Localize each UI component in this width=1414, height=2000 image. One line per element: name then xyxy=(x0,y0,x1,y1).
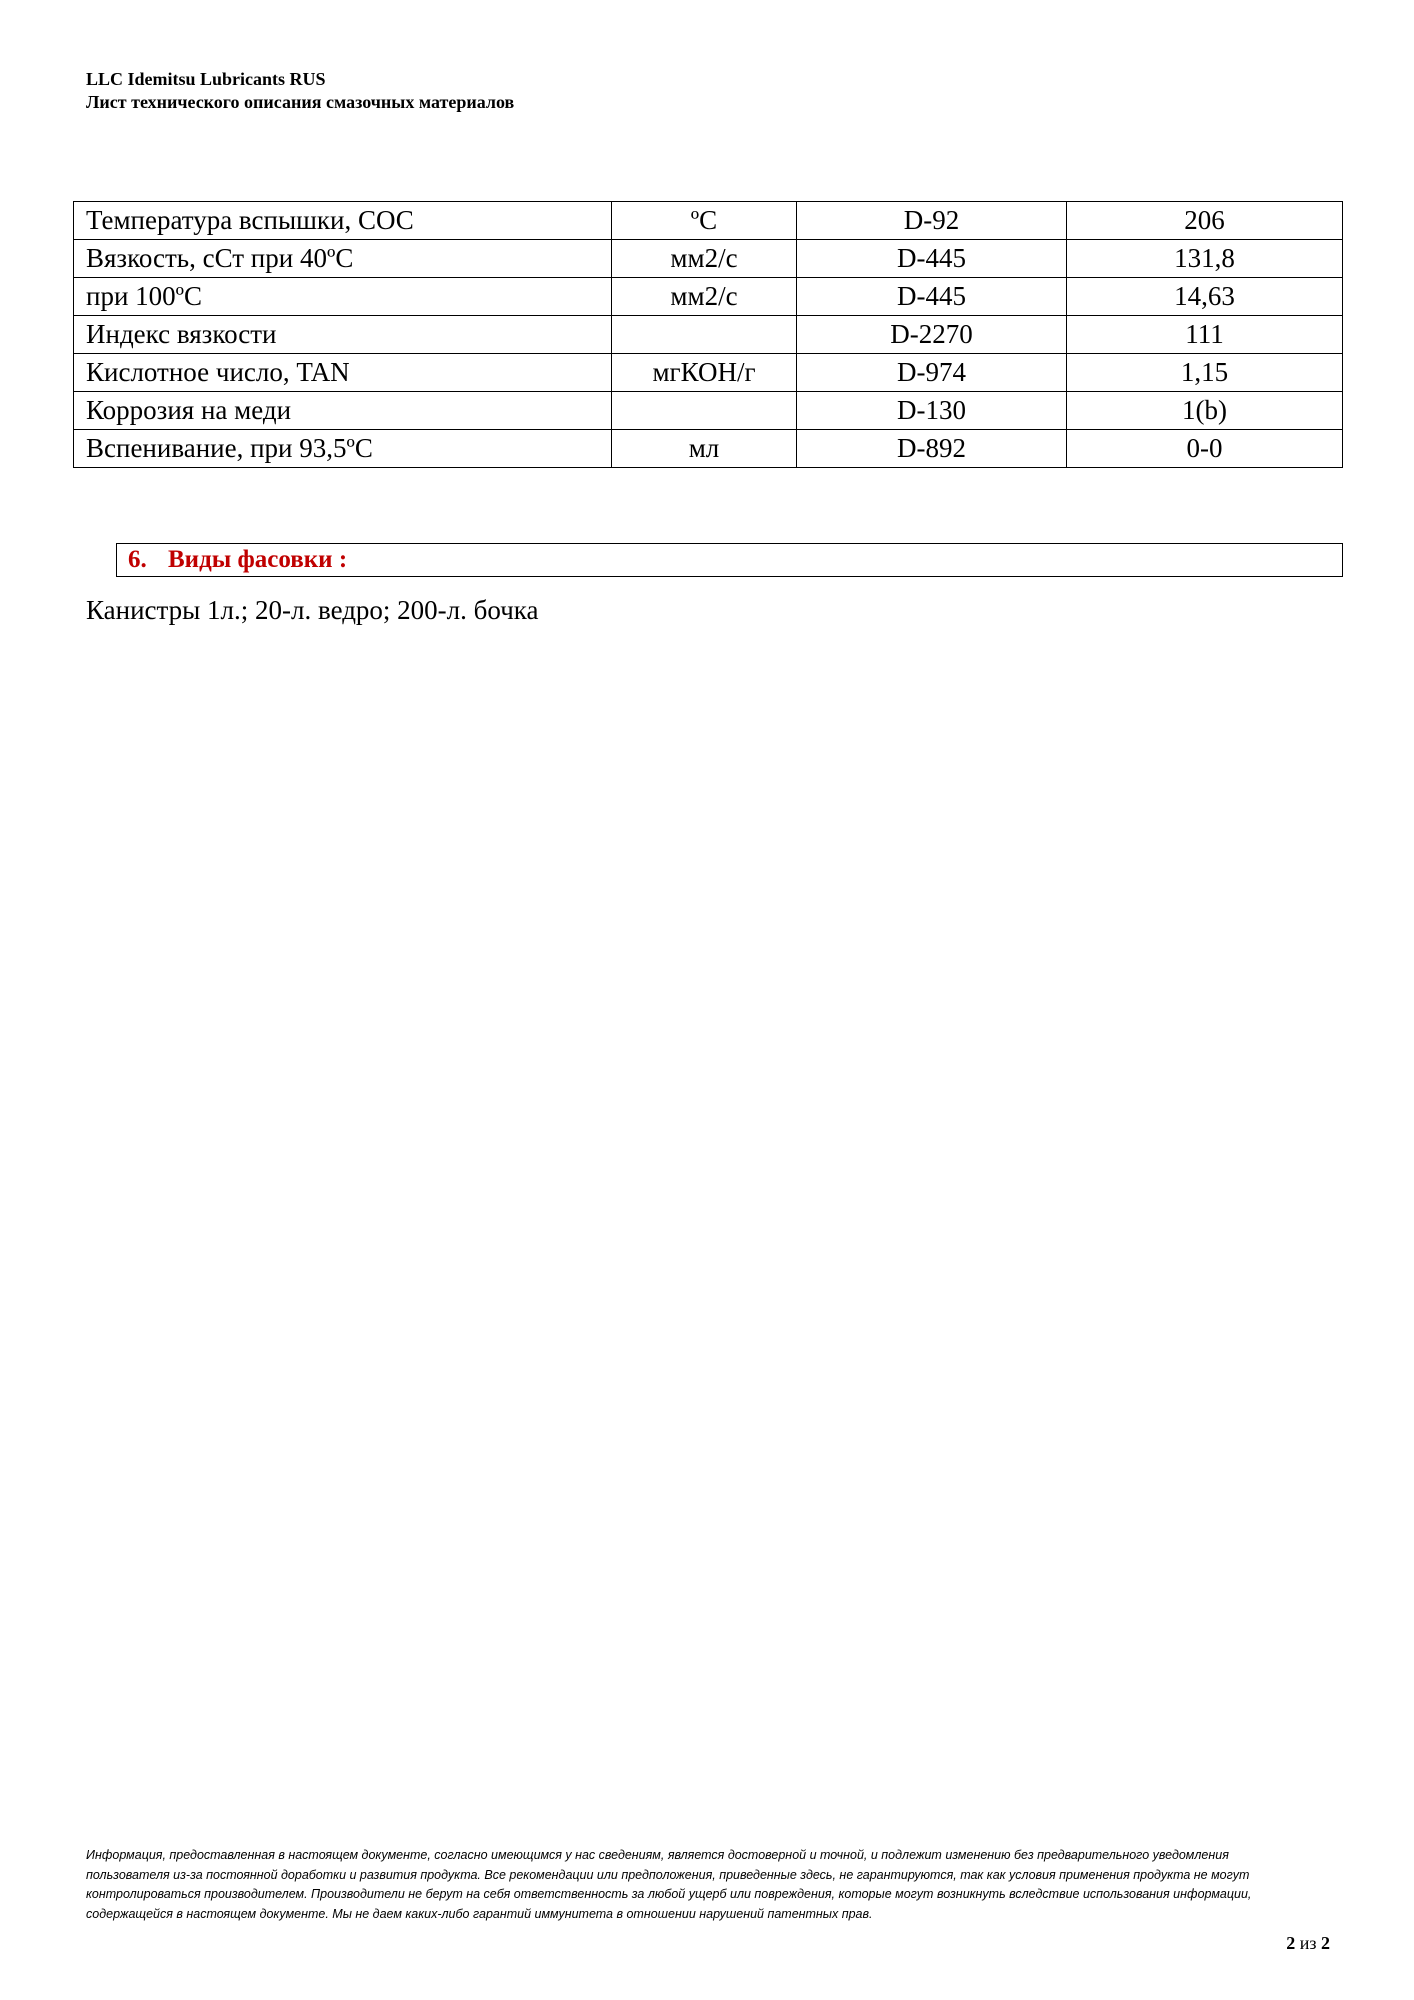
disclaimer-line: содержащейся в настоящем документе. Мы не даем каких-либо гарантий иммунитета в отношении нарушений патентных прав. xyxy=(86,1906,873,1921)
table-row xyxy=(74,354,1343,392)
property-method: D-445 xyxy=(797,240,1067,278)
table-row xyxy=(74,202,1343,240)
table-row xyxy=(74,316,1343,354)
property-unit: ºC xyxy=(612,202,797,240)
property-name: Кислотное число, TAN xyxy=(74,354,612,392)
property-name: Температура вспышки, СОС xyxy=(74,202,612,240)
property-name: Вязкость, сСт при 40ºC xyxy=(74,240,612,278)
property-unit xyxy=(612,392,797,430)
section-heading xyxy=(128,544,347,576)
property-method: D-2270 xyxy=(797,316,1067,354)
disclaimer xyxy=(86,1846,1336,1924)
section-number: 6. xyxy=(128,546,147,573)
packaging-text: Канистры 1л.; 20-л. ведро; 200-л. бочка xyxy=(86,595,539,625)
table-row xyxy=(74,278,1343,316)
property-value: 131,8 xyxy=(1067,240,1343,278)
property-unit xyxy=(612,316,797,354)
property-name: Индекс вязкости xyxy=(74,316,612,354)
company-name: LLC Idemitsu Lubricants RUS xyxy=(86,69,326,89)
property-value: 206 xyxy=(1067,202,1343,240)
property-name: при 100ºC xyxy=(74,278,612,316)
property-value: 0-0 xyxy=(1067,430,1343,468)
page-total: 2 xyxy=(1321,1933,1330,1953)
disclaimer-line: Информация, предоставленная в настоящем документе, согласно имеющимся у нас сведениям, является достоверной и точной, и подлежит изменению без предварительного уведомления xyxy=(86,1848,1229,1862)
property-method: D-974 xyxy=(797,354,1067,392)
property-value: 14,63 xyxy=(1067,278,1343,316)
table-row xyxy=(74,240,1343,278)
property-method: D-445 xyxy=(797,278,1067,316)
disclaimer-line: пользователя из-за постоянной доработки и развития продукта. Все рекомендации или предположения, приведенные здесь, не гарантируются, так как условия применения продукта не могут xyxy=(86,1867,1250,1882)
property-unit: мм2/с xyxy=(612,240,797,278)
property-unit: мгКОН/г xyxy=(612,354,797,392)
section-heading-box xyxy=(116,543,1343,577)
property-name: Вспенивание, при 93,5ºC xyxy=(74,430,612,468)
page-number xyxy=(1286,1933,1330,1954)
property-method: D-892 xyxy=(797,430,1067,468)
property-name: Коррозия на меди xyxy=(74,392,612,430)
table-row xyxy=(74,430,1343,468)
properties-table xyxy=(73,201,1343,468)
property-value: 1(b) xyxy=(1067,392,1343,430)
property-method: D-130 xyxy=(797,392,1067,430)
document-subtitle: Лист технического описания смазочных материалов xyxy=(86,92,515,112)
table-row xyxy=(74,392,1343,430)
page-current: 2 xyxy=(1286,1933,1296,1953)
document-header xyxy=(86,68,514,114)
disclaimer-line: контролироваться производителем. Производители не берут на себя ответственность за любой ущерб или повреждения, которые могут возникнуть вследствие использования информации, xyxy=(86,1887,1252,1901)
property-method: D-92 xyxy=(797,202,1067,240)
property-unit: мл xyxy=(612,430,797,468)
page-separator: из xyxy=(1299,1933,1317,1953)
property-value: 111 xyxy=(1067,316,1343,354)
section-title: Виды фасовки : xyxy=(168,546,348,573)
property-value: 1,15 xyxy=(1067,354,1343,392)
property-unit: мм2/с xyxy=(612,278,797,316)
